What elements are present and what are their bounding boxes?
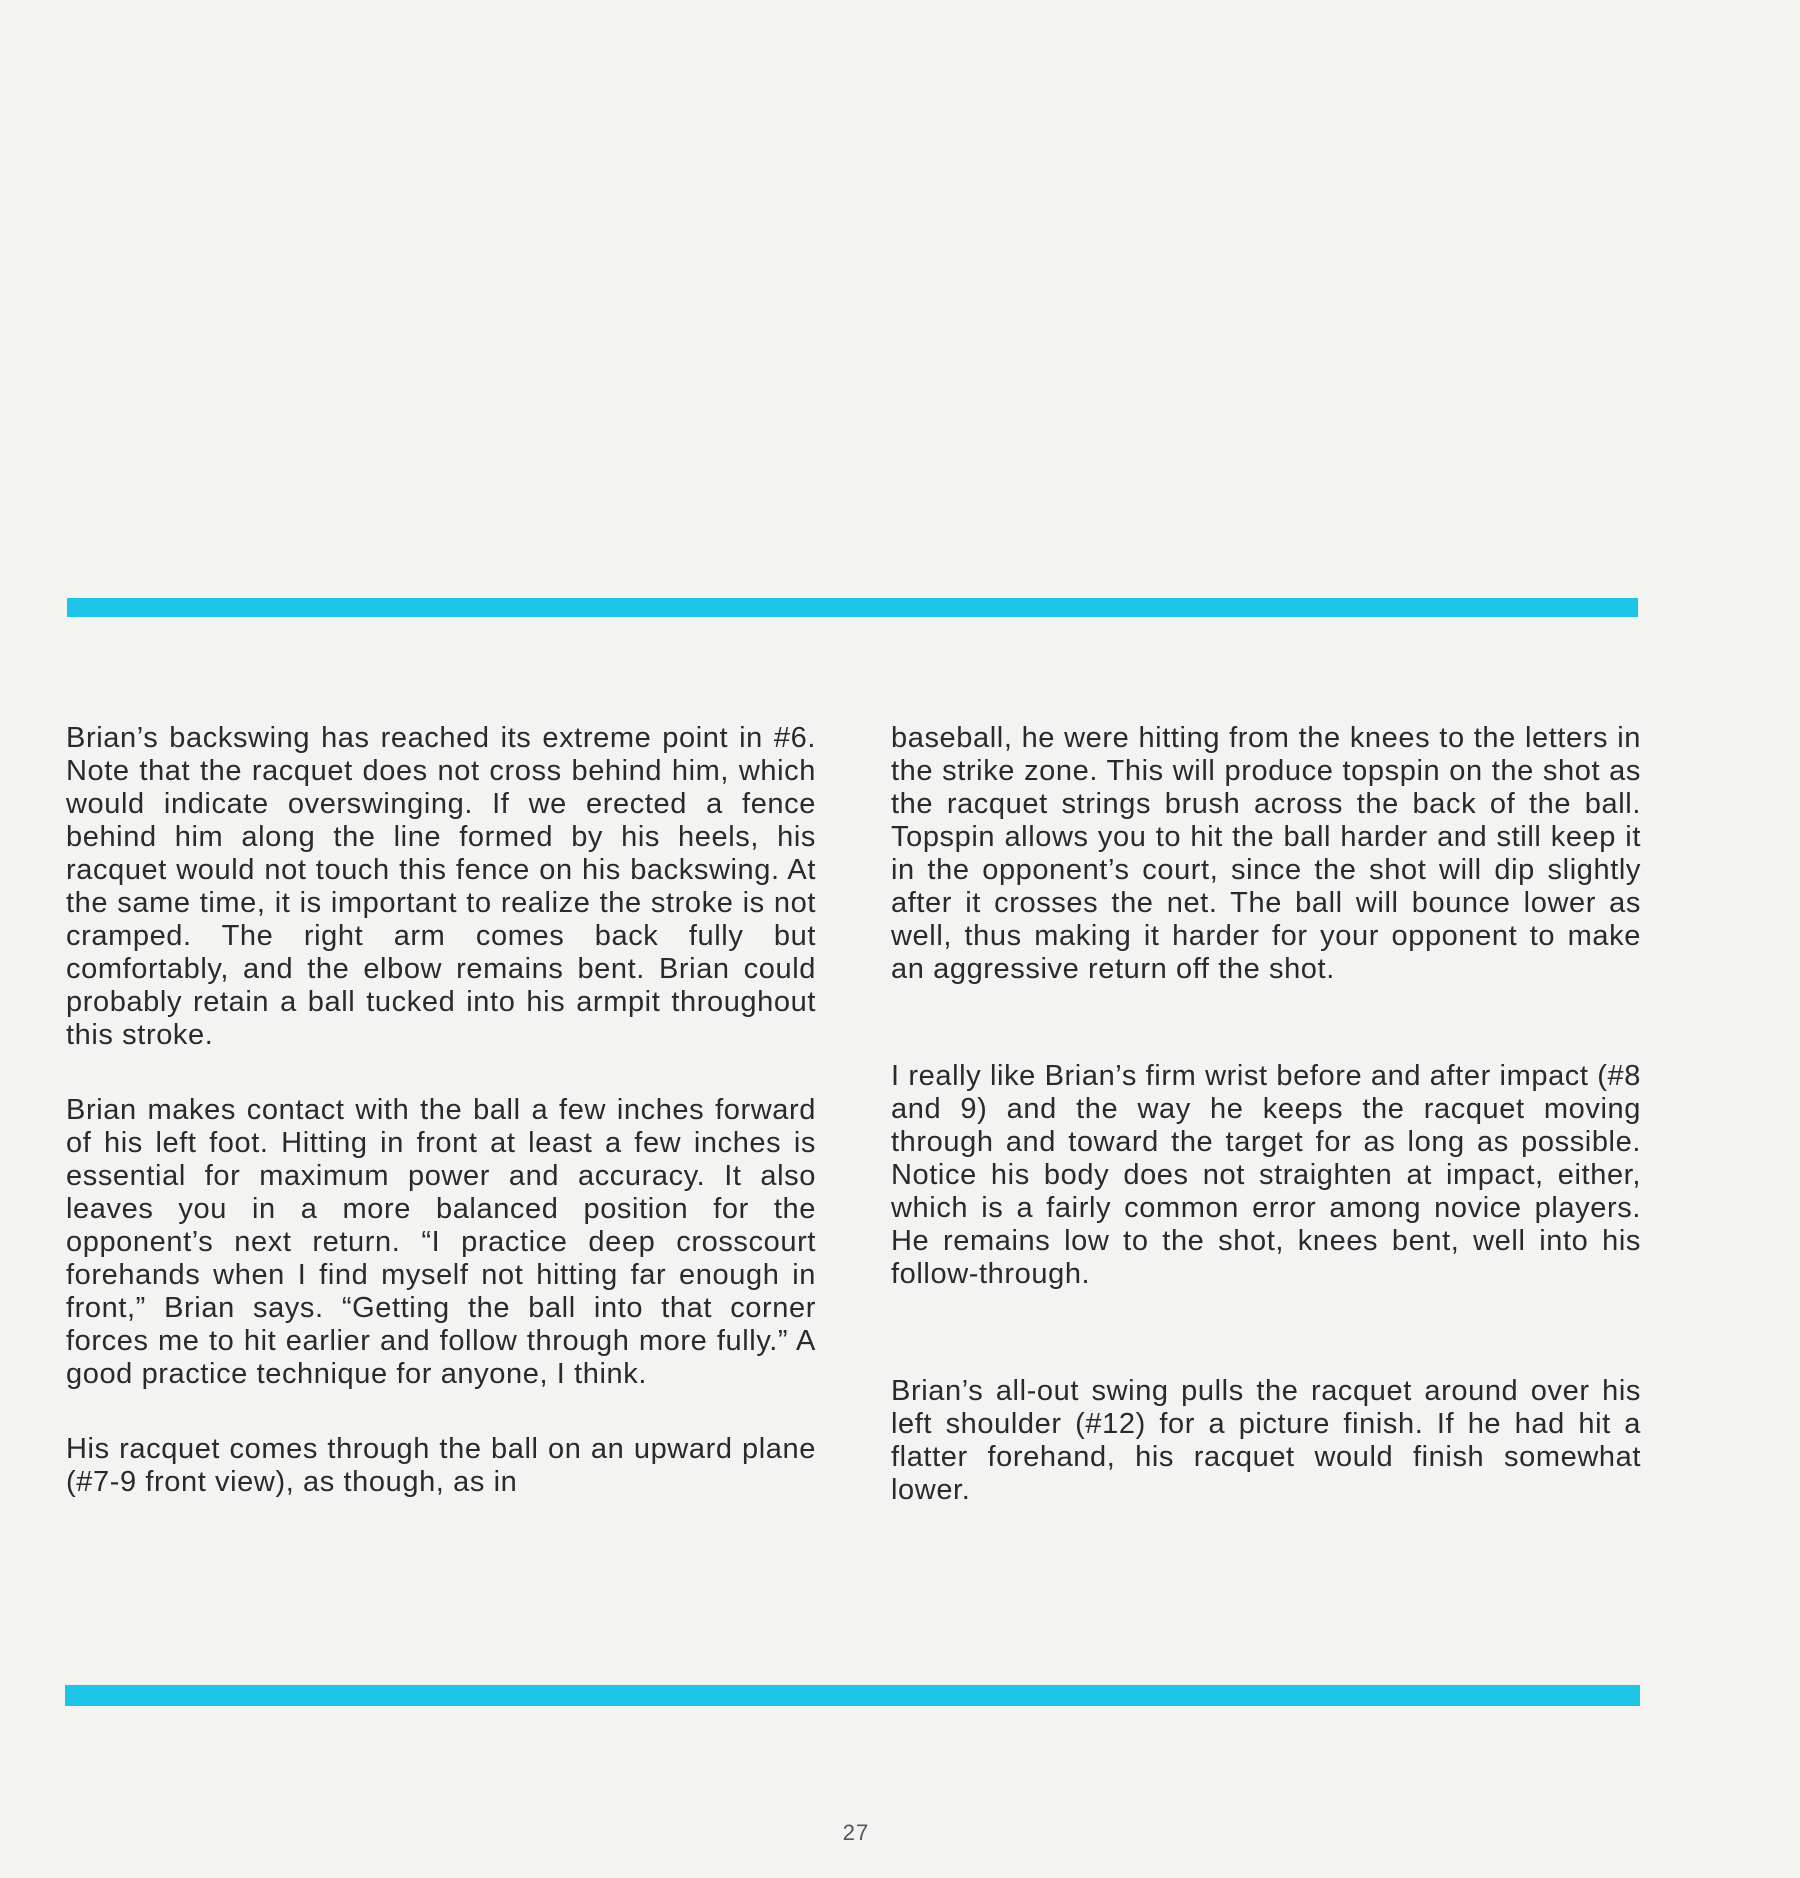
paragraph-finish: Brian’s all-out swing pulls the racquet around over his left shoulder (#12) for a picture finish. If he had hit a flatter forehand, his racquet would finish somewhat lower. (891, 1375, 1641, 1506)
page-number: 27 (842, 1820, 870, 1845)
top-accent-rule (67, 598, 1638, 617)
paragraph-firm-wrist: I really like Brian’s firm wrist before and after impact (#8 and 9) and the way he keeps the racquet moving through and toward the target for as long as possible. Notice his body does not straighten at impact, either, which is a fairly common error among novice players. He remains low to the shot, knees bent, well into his follow-through. (891, 1060, 1641, 1290)
right-text-column (891, 722, 1641, 1507)
paragraph-contact-point: Brian makes contact with the ball a few inches forward of his left foot. Hitting in front at least a few inches is essential for maximum power and accuracy. It also leaves you in a more balanced position for the opponent’s next return. “I practice deep crosscourt forehands when I find myself not hitting far enough in front,” Brian says. “Getting the ball into that corner forces me to hit earlier and follow through more fully.” A good practice technique for anyone, I think. (66, 1094, 816, 1390)
bottom-accent-rule (65, 1685, 1640, 1706)
paragraph-upward-plane: His racquet comes through the ball on an upward plane (#7-9 front view), as though, as in (66, 1433, 816, 1498)
left-text-column (66, 722, 816, 1499)
paragraph-topspin: baseball, he were hitting from the knees to the letters in the strike zone. This will produce topspin on the shot as the racquet strings brush across the back of the ball. Topspin allows you to hit the ball harder and still keep it in the opponent’s court, since the shot will dip slightly after it crosses the net. The ball will bounce lower as well, thus making it harder for your opponent to make an aggressive return off the shot. (891, 722, 1641, 985)
paragraph-backswing: Brian’s backswing has reached its extreme point in #6. Note that the racquet does not cross behind him, which would indicate overswinging. If we erected a fence behind him along the line formed by his heels, his racquet would not touch this fence on his backswing. At the same time, it is important to realize the stroke is not cramped. The right arm comes back fully but comfortably, and the elbow remains bent. Brian could probably retain a ball tucked into his armpit throughout this stroke. (66, 722, 816, 1051)
